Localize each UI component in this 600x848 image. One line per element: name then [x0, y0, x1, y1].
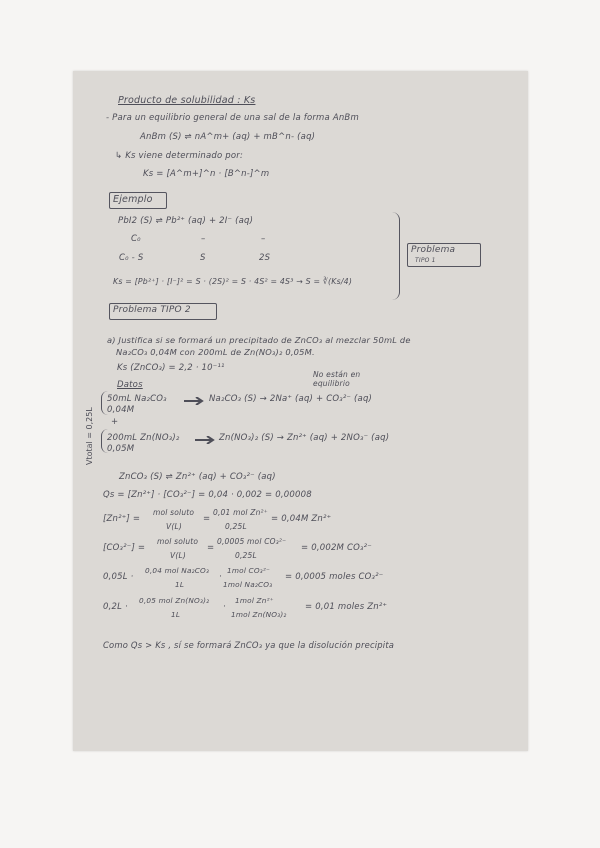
- equals-sign: =: [203, 514, 211, 524]
- zn-dissociation: Zn(NO₃)₂ (S) → Zn²⁺ (aq) + 2NO₃⁻ (aq): [219, 433, 390, 443]
- row-s-c: 2S: [259, 253, 271, 263]
- row-c0-a: C₀: [131, 234, 141, 244]
- problem-statement-line1: a) Justifica si se formará un precipitado de ZnCO₃ al mezclar 50mL de: [107, 335, 411, 345]
- co3-conc-lhs: [CO₃²⁻] =: [103, 543, 146, 553]
- intro-line: - Para un equilibrio general de una sal de la forma AnBm: [106, 113, 359, 123]
- row-c0-b: –: [201, 234, 206, 244]
- row-s-a: C₀ - S: [119, 253, 144, 263]
- no-estan-label-1: No están en: [313, 370, 361, 379]
- factor2-result: = 0,01 moles Zn²⁺: [305, 602, 388, 612]
- type1-brace: [389, 212, 400, 300]
- ks-calculation: Ks = [Pb²⁺] · [I⁻]² = S · (2S)² = S · 4S² = 4S³ → S = ∛(Ks/4): [113, 277, 353, 286]
- example-equation: PbI2 (S) ⇌ Pb²⁺ (aq) + 2I⁻ (aq): [118, 216, 254, 226]
- times-sign: ·: [223, 602, 226, 612]
- plus-sign: +: [111, 417, 119, 427]
- factor2-lhs: 0,2L ·: [103, 602, 128, 612]
- zn-conc-result: = 0,04M Zn²⁺: [271, 514, 332, 524]
- ks-definition: Ks = [A^m+]^n · [B^n-]^m: [143, 169, 270, 179]
- co3-conc-result: = 0,002M CO₃²⁻: [301, 543, 372, 553]
- no-estan-label-2: equilibrio: [313, 379, 350, 388]
- zn-volume: 200mL Zn(NO₃)₂: [107, 433, 180, 443]
- qs-calculation: Qs = [Zn²⁺] · [CO₃²⁻] = 0,04 · 0,002 = 0,00008: [103, 490, 312, 500]
- ks-value: Ks (ZnCO₃) = 2,2 · 10⁻¹¹: [117, 363, 225, 373]
- example-label: Ejemplo: [113, 194, 153, 205]
- zn-conc-num2: 0,01 mol Zn²⁺: [213, 508, 268, 517]
- factor1-lhs: 0,05L ·: [103, 572, 134, 582]
- zn-conc-lhs: [Zn²⁺] =: [103, 514, 141, 524]
- right-arrow-icon: [184, 397, 206, 405]
- zn-conc-num: mol soluto: [153, 508, 195, 517]
- factor2-num2: 1mol Zn²⁺: [235, 596, 274, 605]
- vtotal-label: Vtotal = 0,25L: [85, 407, 94, 465]
- co3-conc-num: mol soluto: [157, 537, 199, 546]
- znco3-equation: ZnCO₃ (S) ⇌ Zn²⁺ (aq) + CO₃²⁻ (aq): [119, 472, 276, 482]
- notebook-page: [73, 71, 528, 751]
- general-equation: AnBm (S) ⇌ nA^m+ (aq) + mB^n- (aq): [140, 132, 316, 142]
- co3-conc-num2: 0,0005 mol CO₃²⁻: [217, 537, 287, 546]
- na-volume: 50mL Na₂CO₃: [107, 394, 167, 404]
- page-title: Producto de solubilidad : Ks: [118, 95, 256, 106]
- problem-statement-line2: Na₂CO₃ 0,04M con 200mL de Zn(NO₃)₂ 0,05M.: [116, 347, 315, 357]
- times-sign: ·: [219, 572, 222, 582]
- factor1-den: 1L: [175, 580, 185, 589]
- ks-definition-intro: ↳ Ks viene determinado por:: [115, 151, 244, 161]
- problema-tipo2-label: Problema TIPO 2: [113, 305, 191, 315]
- na-dissociation: Na₂CO₃ (S) → 2Na⁺ (aq) + CO₃²⁻ (aq): [209, 394, 373, 404]
- datos-label: Datos: [117, 380, 143, 390]
- zn-conc-den: V(L): [166, 522, 182, 531]
- na-molarity: 0,04M: [107, 405, 135, 415]
- factor1-num2: 1mol CO₃²⁻: [227, 566, 271, 575]
- factor1-num: 0,04 mol Na₂CO₃: [145, 566, 210, 575]
- zn-conc-den2: 0,25L: [225, 522, 247, 531]
- factor2-den: 1L: [171, 610, 181, 619]
- equals-sign: =: [207, 543, 215, 553]
- co3-conc-den2: 0,25L: [235, 551, 257, 560]
- row-s-b: S: [200, 253, 206, 263]
- conclusion: Como Qs > Ks , sí se formará ZnCO₃ ya que la disolución precipita: [103, 640, 395, 650]
- problema-tipo1-label: Problema: [411, 245, 456, 255]
- row-c0-c: –: [261, 234, 266, 244]
- factor2-num: 0,05 mol Zn(NO₃)₂: [139, 596, 210, 605]
- factor2-den2: 1mol Zn(NO₃)₂: [231, 610, 287, 619]
- problema-tipo1-sub: TIPO 1: [415, 257, 436, 264]
- zn-molarity: 0,05M: [107, 444, 135, 454]
- factor1-result: = 0,0005 moles CO₃²⁻: [285, 572, 384, 582]
- factor1-den2: 1mol Na₂CO₃: [223, 580, 273, 589]
- co3-conc-den: V(L): [170, 551, 186, 560]
- right-arrow-icon: [195, 436, 217, 444]
